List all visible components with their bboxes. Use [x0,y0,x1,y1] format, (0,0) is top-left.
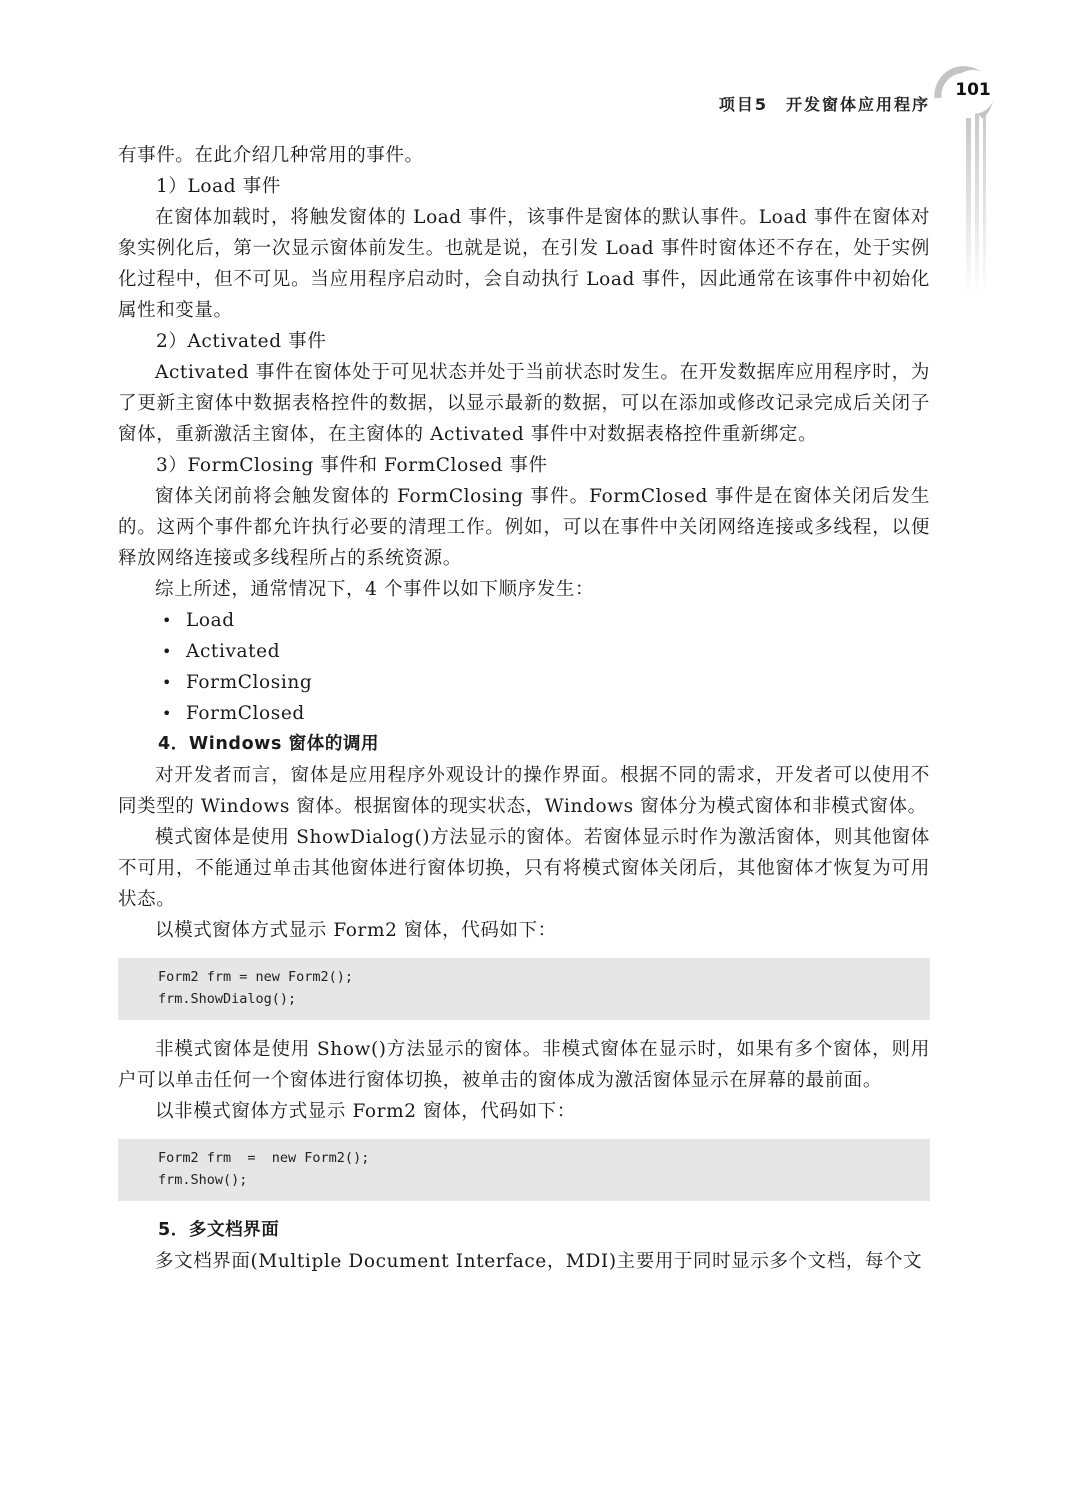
paragraph-window-types: 对开发者而言，窗体是应用程序外观设计的操作界面。根据不同的需求，开发者可以使用不同类型的 Windows 窗体。根据窗体的现实状态，Windows 窗体分为模式窗体和非模式窗体。 [118,765,930,817]
page-body [118,140,930,1277]
subheading-activated-event: 2）Activated 事件 [156,331,327,352]
paragraph-intro: 有事件。在此介绍几种常用的事件。 [118,145,424,166]
paragraph-load-event: 在窗体加载时，将触发窗体的 Load 事件，该事件是窗体的默认事件。Load 事件在窗体对象实例化后，第一次显示窗体前发生。也就是说，在引发 Load 事件时窗体还不存在，处于实例化过程中，但不可见。当应用程序启动时，会自动执行 Load 事件，因此通常在该事件中初始化属性和变量。 [118,207,930,321]
code-block-modal [118,958,930,1020]
paragraph-activated-event: Activated 事件在窗体处于可见状态并处于当前状态时发生。在开发数据库应用程序时，为了更新主窗体中数据表格控件的数据，以显示最新的数据，可以在添加或修改记录完成后关闭子窗体，重新激活主窗体，在主窗体的 Activated 事件中对数据表格控件重新绑定。 [118,362,930,445]
subheading-load-event: 1）Load 事件 [156,176,281,197]
list-item: • FormClosing [162,667,930,698]
paragraph-modal-code-intro: 以模式窗体方式显示 Form2 窗体，代码如下： [155,920,557,941]
code-line: Form2 frm = new Form2(); [158,1150,370,1166]
paragraph-event-order: 综上所述，通常情况下，4 个事件以如下顺序发生： [155,579,595,600]
list-item: • Load [162,605,930,636]
list-item: • Activated [162,636,930,667]
section-heading-windows-call: 4．Windows 窗体的调用 [158,734,380,754]
section-heading-mdi: 5．多文档界面 [158,1220,280,1240]
code-block-modeless [118,1139,930,1201]
paragraph-modeless-code-intro: 以非模式窗体方式显示 Form2 窗体，代码如下： [155,1101,576,1122]
paragraph-modal-window: 模式窗体是使用 ShowDialog()方法显示的窗体。若窗体显示时作为激活窗体，则其他窗体不可用，不能通过单击其他窗体进行窗体切换，只有将模式窗体关闭后，其他窗体才恢复为可用状态。 [118,827,930,910]
code-line: Form2 frm = new Form2(); [158,969,354,985]
code-line: frm.ShowDialog(); [158,991,297,1007]
event-order-list [118,605,930,729]
page-number: 101 [955,80,991,100]
subheading-closing-events: 3）FormClosing 事件和 FormClosed 事件 [156,455,548,476]
running-header-title: 项目5 开发窗体应用程序 [718,95,930,114]
paragraph-modeless-window: 非模式窗体是使用 Show()方法显示的窗体。非模式窗体在显示时，如果有多个窗体，则用户可以单击任何一个窗体进行窗体切换，被单击的窗体成为激活窗体显示在屏幕的最前面。 [118,1039,930,1091]
paragraph-mdi: 多文档界面(Multiple Document Interface，MDI)主要用于同时显示多个文档，每个文 [155,1251,923,1272]
code-line: frm.Show(); [158,1172,248,1188]
page-header [0,0,1080,140]
list-item: • FormClosed [162,698,930,729]
paragraph-closing-events: 窗体关闭前将会触发窗体的 FormClosing 事件。FormClosed 事件是在窗体关闭后发生的。这两个事件都允许执行必要的清理工作。例如，可以在事件中关闭网络连接或多线程，以便释放网络连接或多线程所占的系统资源。 [118,486,930,569]
